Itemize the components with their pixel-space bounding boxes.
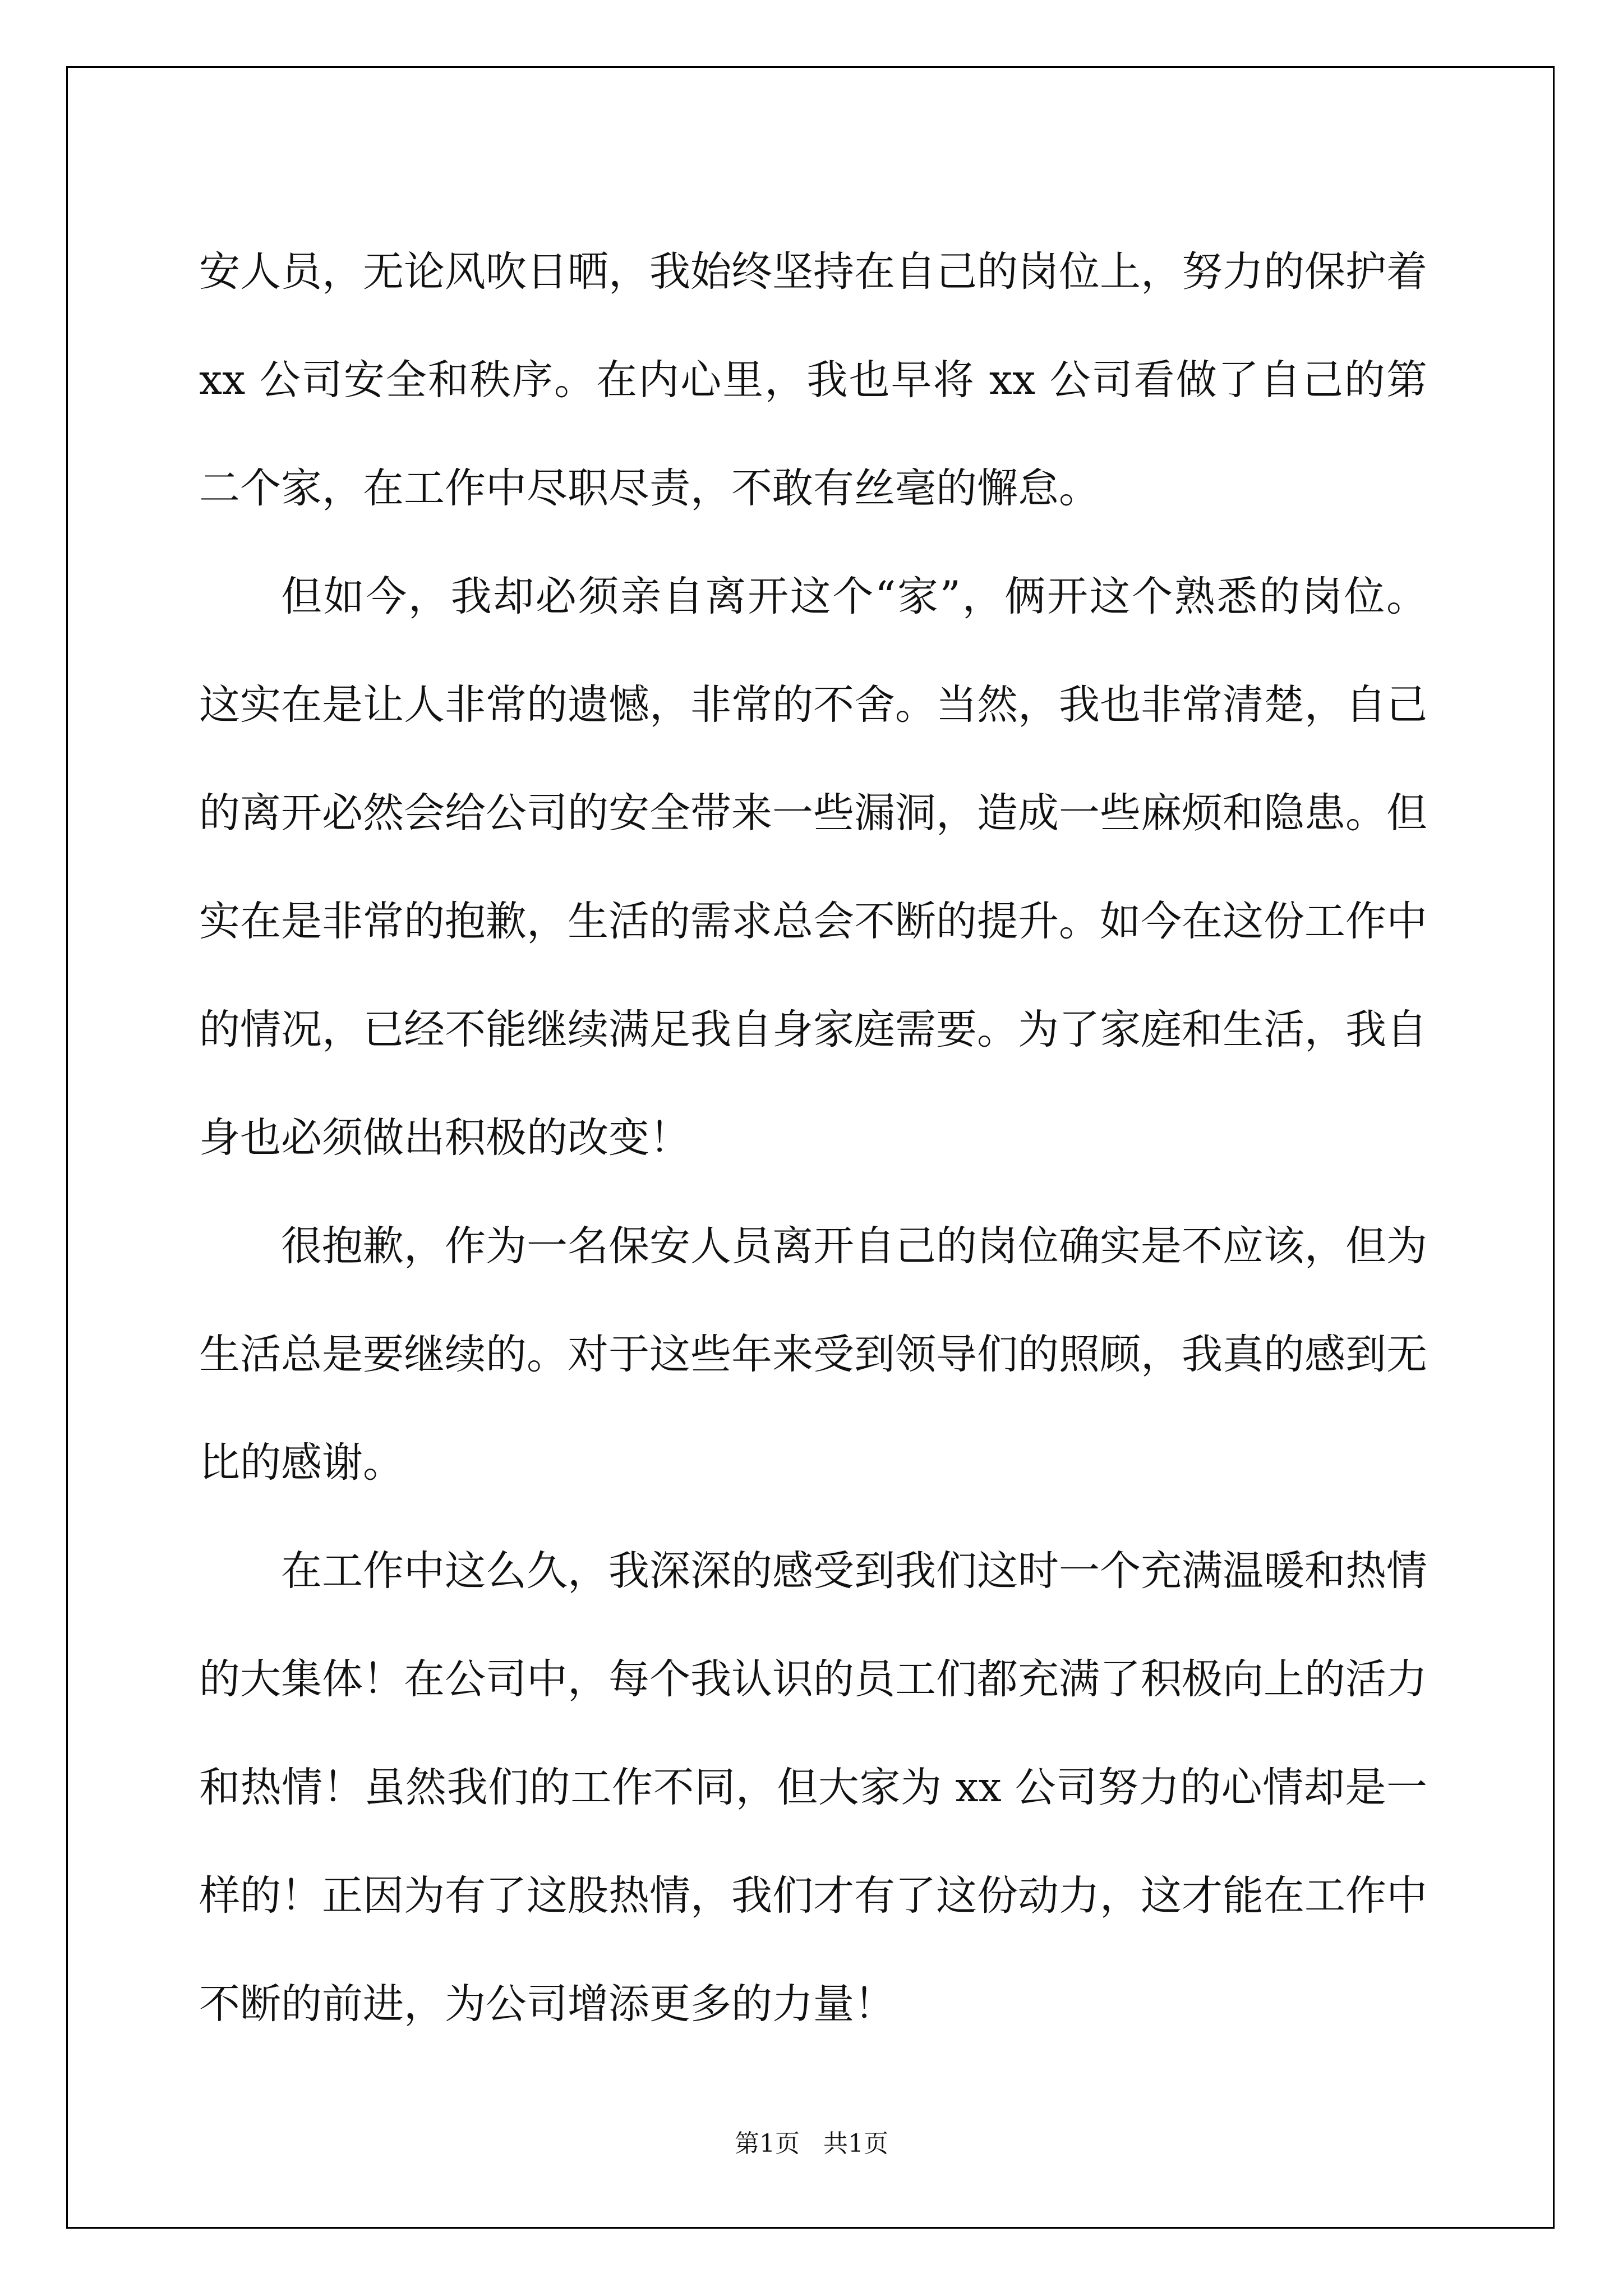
- page-footer: 第1页 共1页: [735, 2129, 888, 2158]
- paragraph-1: 安人员，无论风吹日晒，我始终坚持在自己的岗位上，努力的保护着 xx 公司安全和秩序。在内心里，我也早将 xx 公司看做了自己的第二个家，在工作中尽职尽责，不敢有丝毫的懈怠。: [199, 248, 1427, 512]
- paragraph-2: 但如今，我却必须亲自离开这个“家”，俩开这个熟悉的岗位。这实在是让人非常的遗憾，非常的不舍。当然，我也非常清楚，自己的离开必然会给公司的安全带来一些漏洞，造成一些麻烦和隐患。但实在是非常的抱歉，生活的需求总会不断的提升。如今在这份工作中的情况，已经不能继续满足我自身家庭需要。为了家庭和生活，我自身也必须做出积极的改变！: [199, 573, 1427, 1162]
- document-body: [199, 218, 1427, 2058]
- paragraph-4: 在工作中这么久，我深深的感受到我们这时一个充满温暖和热情的大集体！在公司中，每个我认识的员工们都充满了积极向上的活力和热情！虽然我们的工作不同，但大家为 xx 公司努力的心情却是一样的！正因为有了这股热情，我们才有了这份动力，这才能在工作中不断的前进，为公司增添更多的力量！: [199, 1547, 1427, 2028]
- paragraph-3: 很抱歉，作为一名保安人员离开自己的岗位确实是不应该，但为生活总是要继续的。对于这些年来受到领导们的照顾，我真的感到无比的感谢。: [199, 1222, 1427, 1487]
